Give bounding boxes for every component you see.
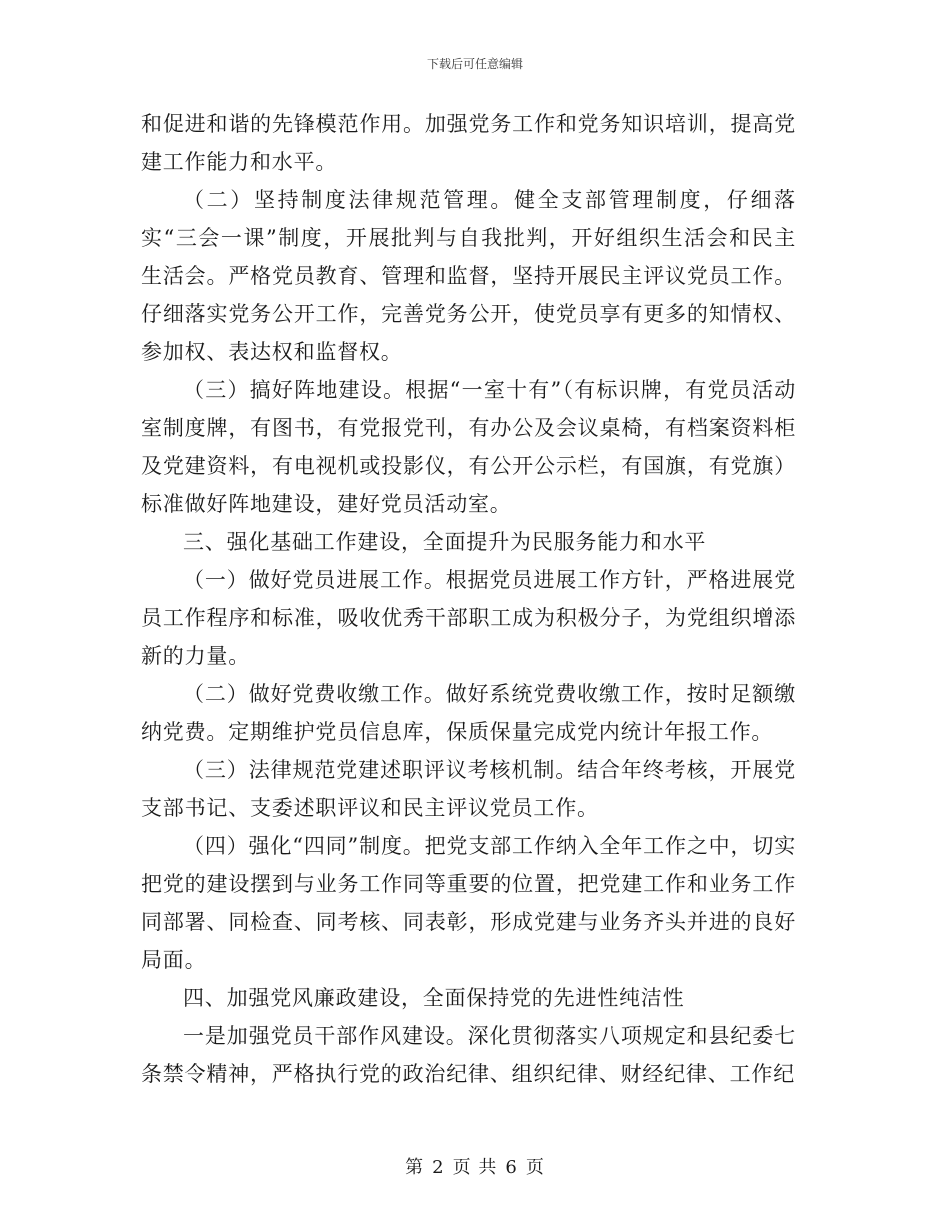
header-note: 下载后可任意编辑 <box>426 57 523 71</box>
paragraph-5: （一）做好党员进展工作。根据党员进展工作方针，严格进展党员工作程序和标准，吸收优秀干部职工成为积极分子，为党组织增添新的力量。 <box>141 568 796 668</box>
total-pages-number: 6 <box>505 1157 518 1178</box>
paragraph-3: （三）搞好阵地建设。根据“一室十有”（有标识牌，有党员活动室制度牌，有图书，有党报党刊，有办公及会议桌椅，有档案资料柜及党建资料，有电视机或投影仪，有公开公示栏，有国旗，有党旗）标准做好阵地建设，建好党员活动室。 <box>141 378 796 516</box>
paragraph-1: 和促进和谐的先锋模范作用。加强党务工作和党务知识培训，提高党建工作能力和水平。 <box>141 112 796 174</box>
document-body <box>141 105 796 1093</box>
paragraph-7: （三）法律规范党建述职评议考核机制。结合年终考核，开展党支部书记、支委述职评议和民主评议党员工作。 <box>141 758 796 820</box>
footer-middle: 页 共 <box>452 1157 498 1178</box>
footer-prefix: 第 <box>405 1157 425 1178</box>
paragraph-6: （二）做好党费收缴工作。做好系统党费收缴工作，按时足额缴纳党费。定期维护党员信息库，保质保量完成党内统计年报工作。 <box>141 682 796 744</box>
section-heading-3: 三、强化基础工作建设，全面提升为民服务能力和水平 <box>183 530 707 554</box>
paragraph-10: 一是加强党员干部作风建设。深化贯彻落实八项规定和县纪委七条禁令精神，严格执行党的政治纪律、组织纪律、财经纪律、工作纪 <box>141 1024 796 1086</box>
section-heading-4: 四、加强党风廉政建设，全面保持党的先进性纯洁性 <box>183 986 685 1010</box>
footer-suffix: 页 <box>525 1157 545 1178</box>
paragraph-2: （二）坚持制度法律规范管理。健全支部管理制度，仔细落实“三会一课”制度，开展批判与自我批判，开好组织生活会和民主生活会。严格党员教育、管理和监督，坚持开展民主评议党员工作。仔细落实党务公开工作，完善党务公开，使党员享有更多的知情权、参加权、表达权和监督权。 <box>141 188 796 364</box>
page-footer <box>0 1153 950 1179</box>
paragraph-8: （四）强化“四同”制度。把党支部工作纳入全年工作之中，切实把党的建设摆到与业务工作同等重要的位置，把党建工作和业务工作同部署、同检查、同考核、同表彰，形成党建与业务齐头并进的良好局面。 <box>141 834 796 972</box>
current-page-number: 2 <box>432 1157 445 1178</box>
